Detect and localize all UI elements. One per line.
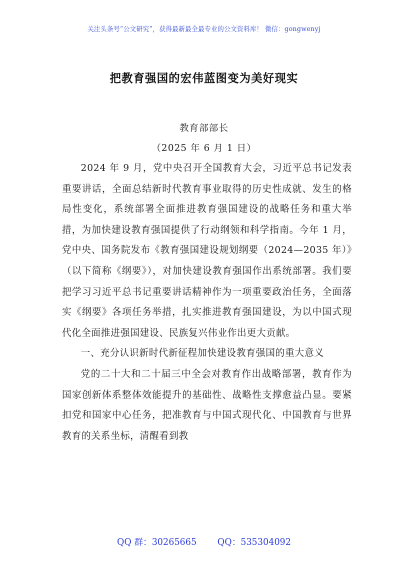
qq-label: QQ：535304092 [217,538,291,548]
body-paragraph: 2024 年 9 月，党中央召开全国教育大会，习近平总书记发表重要讲话，全面总结新时代教育事业取得的历史性成就、发生的格局性变化，系统部署全面推进教育强国建设的战略任务和重大举措，为加快建设教育强国提供了行动纲领和科学指南。今年 1 月，党中央、国务院发布《教育强国建设规划纲要（2024—2035 年）》（以下简称《纲要》），对加快建设教育强国作出系统部署。我们要把学习习近平总书记重要讲话精神作为一项重要政治任务，全面落实《纲要》各项任务举措，扎实推进教育强国建设，为以中国式现代化全面推进强国建设、民族复兴伟业作出更大贡献。 [62,163,352,339]
body-paragraph: 党的二十大和二十届三中全会对教育作出战略部署，教育作为国家创新体系整体效能提升的基础性、战略性支撑愈益凸显。要紧扣党和国家中心任务，把准教育与中国式现代化、中国教育与世界教育的关系坐标，清醒看到教 [62,368,352,442]
footer-contact [0,535,408,548]
qq-group-label: QQ 群：30265665 [117,538,197,548]
page-title: 把教育强国的宏伟蓝图变为美好现实 [109,71,299,85]
document-body [62,159,352,447]
promo-banner: 关注头条号“公文研究”，获得最新最全最专业的公文资料库！ 微信：gongwenyj [87,25,321,33]
date-line: （2025 年 6 月 1 日） [151,143,257,154]
author-line: 教育部部长 [179,123,229,134]
section-heading: 一、充分认识新时代新征程加快建设教育强国的重大意义 [80,348,324,360]
